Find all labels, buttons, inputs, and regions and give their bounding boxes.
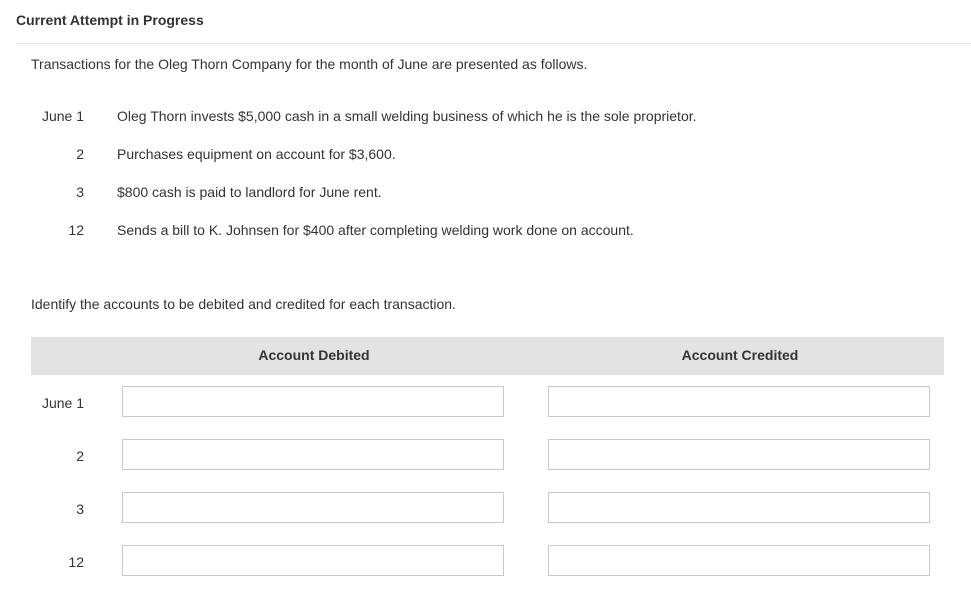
transaction-row (0, 220, 971, 258)
answer-row-june-12 (0, 545, 971, 579)
instruction-text: Identify the accounts to be debited and credited for each transaction. (31, 296, 456, 312)
answer-row-date: 2 (76, 448, 84, 464)
account-credited-header: Account Credited (681, 347, 799, 363)
account-debited-input[interactable] (122, 439, 504, 470)
transaction-description: $800 cash is paid to landlord for June rent. (117, 184, 382, 200)
transaction-date: June 1 (41, 108, 84, 124)
account-debited-header: Account Debited (258, 347, 370, 363)
intro-text: Transactions for the Oleg Thorn Company for the month of June are presented as follows. (31, 56, 588, 72)
transaction-date: 3 (76, 184, 84, 200)
answer-row-date: June 1 (41, 395, 84, 411)
answer-row-june-1 (0, 386, 971, 420)
transaction-description: Sends a bill to K. Johnsen for $400 after completing welding work done on account. (117, 222, 634, 238)
answer-table-header (31, 337, 944, 375)
transaction-description: Oleg Thorn invests $5,000 cash in a small welding business of which he is the sole proprietor. (117, 108, 697, 124)
answer-row-date: 3 (76, 501, 84, 517)
answer-row-june-3 (0, 492, 971, 526)
page-title: Current Attempt in Progress (16, 12, 204, 28)
account-debited-input[interactable] (122, 492, 504, 523)
answer-row-date: 12 (68, 554, 84, 570)
account-credited-input[interactable] (548, 492, 930, 523)
transaction-row (0, 106, 971, 144)
account-credited-input[interactable] (548, 439, 930, 470)
account-debited-input[interactable] (122, 386, 504, 417)
header-divider (16, 43, 971, 44)
account-credited-input[interactable] (548, 386, 930, 417)
account-debited-input[interactable] (122, 545, 504, 576)
transaction-date: 12 (68, 222, 84, 238)
account-credited-input[interactable] (548, 545, 930, 576)
transaction-row (0, 144, 971, 182)
transaction-list (0, 106, 971, 258)
transaction-description: Purchases equipment on account for $3,600. (117, 146, 396, 162)
answer-row-june-2 (0, 439, 971, 473)
transaction-date: 2 (76, 146, 84, 162)
transaction-row (0, 182, 971, 220)
